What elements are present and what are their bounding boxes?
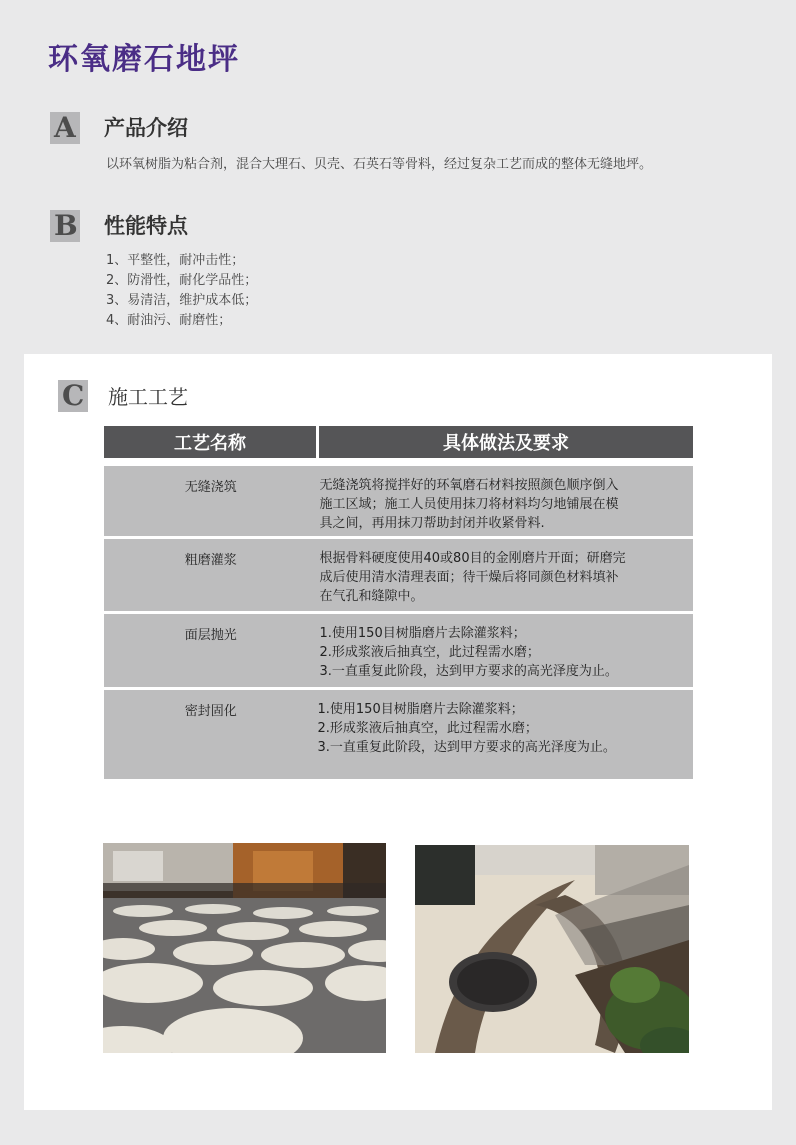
- table-row: [104, 537, 693, 612]
- section-b-header: [50, 208, 188, 242]
- process-desc-cell: 无缝浇筑将搅拌好的环氧磨石材料按照颜色顺序倒入 施工区域；施工人员使用抹刀将材料均匀地铺展在模 具之间，再用抹刀帮助封闭并收紧骨料.: [318, 462, 694, 537]
- mall-floor-photo: [415, 845, 689, 1053]
- section-b-title: 性能特点: [104, 214, 188, 238]
- section-c-letter-badge: C: [58, 378, 94, 412]
- section-a-title: 产品介绍: [104, 116, 188, 140]
- process-desc-cell: 1.使用150目树脂磨片去除灌浆料； 2.形成浆液后抽真空，此过程需水磨； 3.一直重复此阶段，达到甲方要求的高光泽度为止。: [318, 612, 694, 688]
- section-b-letter-badge: B: [50, 208, 86, 242]
- section-a-letter-badge: A: [50, 110, 86, 144]
- table-row: [104, 612, 693, 688]
- process-desc-cell: 根据骨料硬度使用40或80目的金刚磨片开面；研磨完 成后使用清水清理表面；待干燥后将同颜色材料填补 在气孔和缝隙中。: [318, 537, 694, 612]
- feature-item: 1、平整性，耐冲击性；: [106, 253, 245, 268]
- lobby-floor-photo: [103, 843, 386, 1053]
- column-header-process-name: 工艺名称: [104, 426, 318, 462]
- process-name-cell: 面层抛光: [104, 612, 318, 688]
- feature-item: 4、耐油污、耐磨性；: [106, 313, 232, 328]
- process-name-cell: 粗磨灌浆: [104, 537, 318, 612]
- process-name-cell: 密封固化: [104, 688, 318, 780]
- page-title: 环氧磨石地坪: [48, 42, 240, 77]
- section-c-header: [58, 378, 188, 412]
- process-table: [104, 426, 693, 782]
- section-a-header: [50, 110, 188, 144]
- feature-item: 2、防滑性，耐化学品性；: [106, 273, 258, 288]
- process-name-cell: 无缝浇筑: [104, 462, 318, 537]
- section-c-title: 施工工艺: [108, 384, 188, 409]
- table-row: [104, 688, 693, 780]
- column-header-method: 具体做法及要求: [318, 426, 694, 462]
- process-desc-cell: 1.使用150目树脂磨片去除灌浆料； 2.形成浆液后抽真空，此过程需水磨； 3.一直重复此阶段，达到甲方要求的高光泽度为止。: [318, 688, 694, 780]
- feature-list: [106, 251, 257, 331]
- table-row: [104, 462, 693, 537]
- product-intro-text: 以环氧树脂为粘合剂，混合大理石、贝壳、石英石等骨料，经过复杂工艺而成的整体无缝地坪。: [106, 157, 653, 172]
- feature-item: 3、易清洁，维护成本低；: [106, 293, 258, 308]
